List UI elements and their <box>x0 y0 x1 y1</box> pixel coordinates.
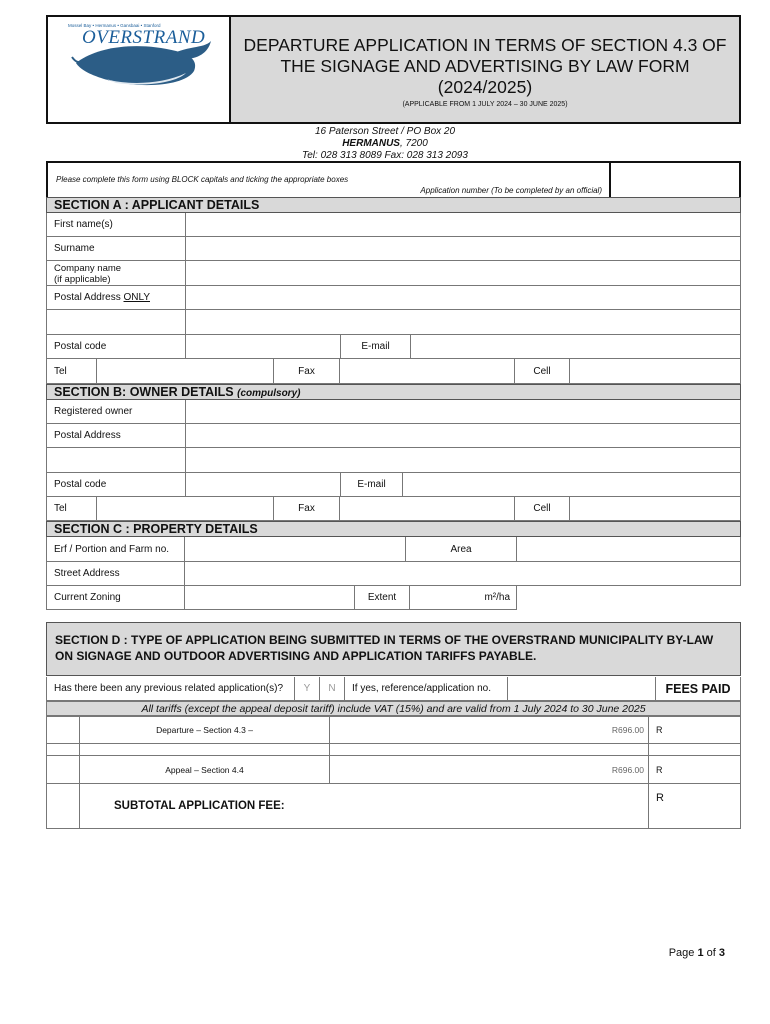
municipality-logo <box>48 17 231 122</box>
postal-code-label-a: Postal code <box>47 335 186 358</box>
erf-input[interactable] <box>185 537 406 561</box>
row-postal-address-a-2 <box>46 310 741 335</box>
departure-checkbox[interactable] <box>47 717 80 743</box>
spacer-cell-2 <box>80 744 330 755</box>
fax-input-a[interactable] <box>340 359 515 383</box>
fax-label-b: Fax <box>274 497 340 520</box>
fee-row-spacer <box>46 744 741 756</box>
company-input[interactable] <box>186 261 740 285</box>
appeal-amount: R696.00 <box>330 756 649 783</box>
postal-address-text-a: Postal Address <box>54 292 121 303</box>
zoning-input[interactable] <box>185 586 355 609</box>
form-header <box>46 15 741 124</box>
registered-owner-input[interactable] <box>186 400 740 423</box>
departure-paid[interactable]: R <box>656 725 663 735</box>
logo-tagline: Mossel Bay • Hermanus • Gansbaai • Stanford <box>68 23 161 28</box>
cell-input-b[interactable] <box>570 497 740 520</box>
first-names-input[interactable] <box>186 213 740 236</box>
tel-label-a: Tel <box>47 359 97 383</box>
section-a-heading: SECTION A : APPLICANT DETAILS <box>46 197 741 213</box>
subtotal-label: SUBTOTAL APPLICATION FEE: <box>80 784 649 828</box>
first-names-label: First name(s) <box>47 213 186 236</box>
extent-label: Extent <box>355 586 410 609</box>
departure-label: Departure – Section 4.3 – <box>80 717 330 743</box>
row-tel-a <box>46 359 741 384</box>
appeal-paid[interactable]: R <box>656 764 663 775</box>
previous-yes-checkbox[interactable]: Y <box>295 677 320 700</box>
email-label-b: E-mail <box>341 473 403 496</box>
extent-unit: m²/ha <box>484 592 510 603</box>
cell-label-a: Cell <box>515 359 570 383</box>
fees-paid-heading: FEES PAID <box>665 681 731 696</box>
section-b-note: (compulsory) <box>237 388 301 399</box>
postal-address-input-b-2[interactable] <box>186 448 740 472</box>
postal-code-label-b: Postal code <box>47 473 186 496</box>
postal-address-spacer-a <box>47 310 186 334</box>
row-previous-application <box>46 677 741 701</box>
row-company <box>46 261 741 286</box>
reference-label: If yes, reference/application no. <box>345 677 508 700</box>
row-first-names <box>46 213 741 237</box>
section-d-heading: SECTION D : TYPE OF APPLICATION BEING SUBMITTED IN TERMS OF THE OVERSTRAND MUNICIPALITY BY-LAW ON SIGNAGE AND OUTDOOR ADVERTISING AND APPLICATION TARIFFS PAYABLE. <box>46 622 741 676</box>
address-line-1: 16 Paterson Street / PO Box 20 <box>314 126 456 137</box>
postal-address-label-a <box>47 286 186 309</box>
surname-input[interactable] <box>186 237 740 260</box>
page-number <box>669 947 725 959</box>
subtotal-paid[interactable]: R <box>656 792 664 804</box>
tel-input-b[interactable] <box>97 497 274 520</box>
postal-address-spacer-b <box>47 448 186 472</box>
company-label-line1: Company name <box>54 263 122 274</box>
postal-code-input-b[interactable] <box>186 473 341 496</box>
appeal-label: Appeal – Section 4.4 <box>80 756 330 783</box>
cell-input-a[interactable] <box>570 359 740 383</box>
fee-row-subtotal <box>46 784 741 829</box>
tel-input-a[interactable] <box>97 359 274 383</box>
surname-label: Surname <box>47 237 186 260</box>
row-erf <box>46 537 741 562</box>
address-postcode: , 7200 <box>399 138 428 149</box>
row-surname <box>46 237 741 261</box>
area-label: Area <box>406 537 517 561</box>
logo-wordmark: OVERSTRAND <box>82 27 206 48</box>
application-number-field[interactable] <box>609 161 739 197</box>
fee-row-appeal <box>46 756 741 784</box>
reference-input[interactable] <box>508 677 656 700</box>
postal-address-input-b[interactable] <box>186 424 740 447</box>
previous-application-question: Has there been any previous related application(s)? <box>47 677 295 700</box>
row-postal-code-b <box>46 473 741 497</box>
postal-address-label-b: Postal Address <box>47 424 186 447</box>
cell-label-b: Cell <box>515 497 570 520</box>
form-validity: (APPLICABLE FROM 1 JULY 2024 – 30 JUNE 2025) <box>402 101 568 108</box>
zoning-label: Current Zoning <box>47 586 185 609</box>
row-postal-address-b-2 <box>46 448 741 473</box>
tel-label-b: Tel <box>47 497 97 520</box>
instructions-box <box>46 161 741 197</box>
row-tel-b <box>46 497 741 521</box>
address-contact: Tel: 028 313 8089 Fax: 028 313 2093 <box>302 150 468 161</box>
application-number-label: Application number (To be completed by an official) <box>420 186 602 195</box>
company-label <box>47 261 186 285</box>
extent-input[interactable] <box>410 586 516 609</box>
row-street <box>46 562 741 586</box>
section-b-title: SECTION B: OWNER DETAILS <box>54 385 234 399</box>
postal-address-input-a-2[interactable] <box>186 310 740 334</box>
email-label-a: E-mail <box>341 335 411 358</box>
page-current: 1 <box>697 947 704 959</box>
previous-no-checkbox[interactable]: N <box>320 677 345 700</box>
company-label-line2: (if applicable) <box>54 274 111 285</box>
email-input-a[interactable] <box>411 335 740 358</box>
fax-label-a: Fax <box>274 359 340 383</box>
instructions-text: Please complete this form using BLOCK capitals and ticking the appropriate boxes <box>56 175 349 184</box>
address-line-2 <box>0 138 770 150</box>
postal-code-input-a[interactable] <box>186 335 341 358</box>
row-postal-address-b <box>46 424 741 448</box>
erf-label: Erf / Portion and Farm no. <box>47 537 185 561</box>
form-title-block <box>231 17 739 122</box>
street-input[interactable] <box>185 562 740 585</box>
postal-address-input-a[interactable] <box>186 286 740 309</box>
form-title: DEPARTURE APPLICATION IN TERMS OF SECTION 4.3 OF THE SIGNAGE AND ADVERTISING BY LAW FORM (2024/2025) <box>243 35 727 97</box>
area-input[interactable] <box>517 537 740 561</box>
fee-row-departure <box>46 716 741 744</box>
subtotal-spacer <box>47 784 80 828</box>
section-b-heading <box>46 384 741 400</box>
registered-owner-label: Registered owner <box>47 400 186 423</box>
row-registered-owner <box>46 400 741 424</box>
postal-only-text: ONLY <box>123 292 150 303</box>
section-c-heading: SECTION C : PROPERTY DETAILS <box>46 521 741 537</box>
fax-input-b[interactable] <box>340 497 515 520</box>
tariff-note: All tariffs (except the appeal deposit tariff) include VAT (15%) and are valid from 1 July 2024 to 30 June 2025 <box>46 701 741 716</box>
page-prefix: Page <box>668 947 698 959</box>
row-zoning <box>46 586 517 610</box>
email-input-b[interactable] <box>403 473 740 496</box>
appeal-checkbox[interactable] <box>47 756 80 783</box>
street-label: Street Address <box>47 562 185 585</box>
spacer-cell-3 <box>330 744 649 755</box>
page-total: 3 <box>718 947 725 959</box>
departure-amount: R696.00 <box>330 717 649 743</box>
address-town: HERMANUS <box>342 138 400 149</box>
row-postal-address-a <box>46 286 741 310</box>
spacer-cell-1 <box>47 744 80 755</box>
row-postal-code-a <box>46 335 741 359</box>
page-of: of <box>703 947 719 959</box>
